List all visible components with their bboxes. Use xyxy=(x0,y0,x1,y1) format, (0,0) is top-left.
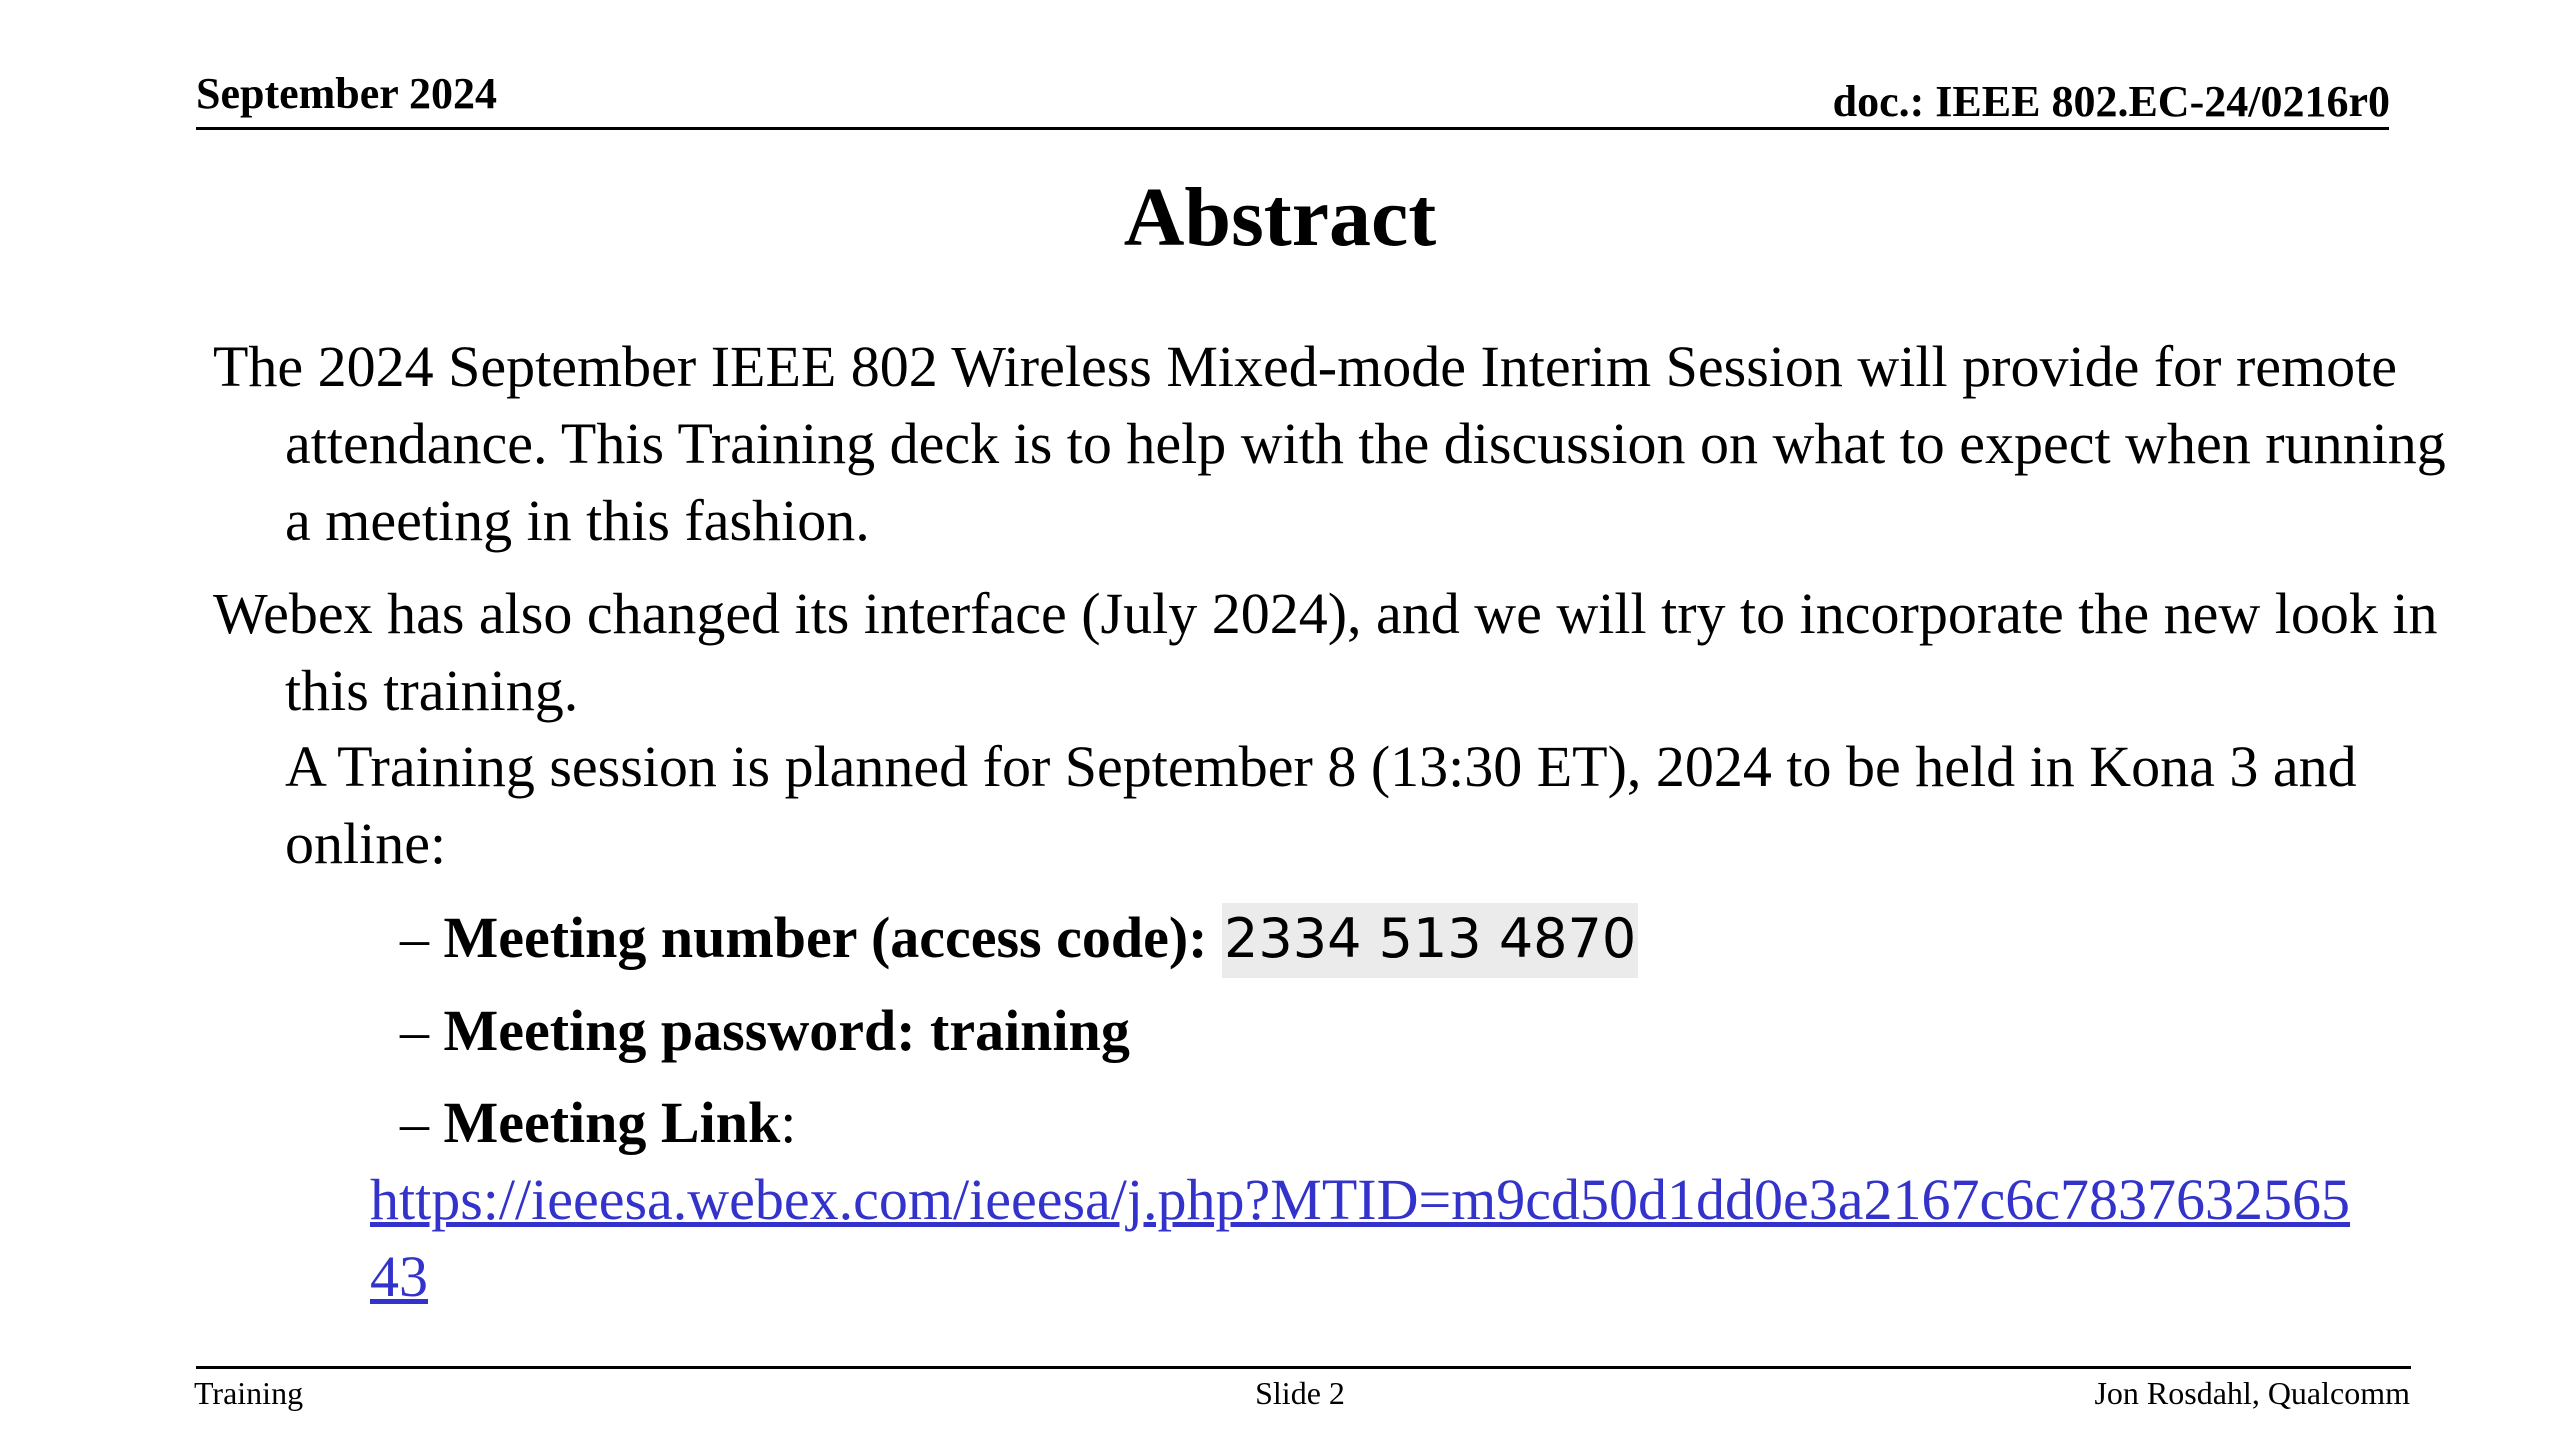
body-paragraph-1: The 2024 September IEEE 802 Wireless Mixed-mode Interim Session will provide for remote attendance. This Training deck is to help with the discussion on what to expect when running a meeting in this fashion. xyxy=(213,334,2446,553)
bullet-meeting-number xyxy=(400,899,1638,977)
footer-divider xyxy=(196,1366,2411,1369)
meeting-number-value: 2334 513 4870 xyxy=(1222,903,1638,978)
meeting-link[interactable]: https://ieeesa.webex.com/ieeesa/j.php?MTID=m9cd50d1dd0e3a2167c6c783763256543 xyxy=(370,1167,2351,1309)
bullet-meeting-link xyxy=(400,1084,796,1161)
footer-slide-number: Slide 2 xyxy=(1255,1375,1345,1411)
footer-left: Training xyxy=(194,1375,304,1411)
bullet-meeting-password xyxy=(400,992,1130,1069)
body-paragraph-2: Webex has also changed its interface (July 2024), and we will try to incorporate the new look in this training. xyxy=(213,581,2438,723)
slide-title: Abstract xyxy=(1123,171,1437,264)
footer-author: Jon Rosdahl, Qualcomm xyxy=(2094,1375,2410,1411)
header-doc-id: doc.: IEEE 802.EC-24/0216r0 xyxy=(1832,77,2390,126)
meeting-link-colon: : xyxy=(780,1090,797,1155)
meeting-link-label: Meeting Link xyxy=(443,1090,781,1155)
header-divider xyxy=(196,127,2389,130)
bullet-dash: – xyxy=(400,905,444,970)
meeting-password-label: Meeting password: training xyxy=(443,998,1130,1063)
bullet-dash: – xyxy=(400,998,444,1063)
body-paragraph-3: A Training session is planned for September 8 (13:30 ET), 2024 to be held in Kona 3 and online: xyxy=(285,734,2357,876)
meeting-number-label: Meeting number (access code): xyxy=(443,905,1222,970)
bullet-dash: – xyxy=(400,1090,444,1155)
header-date: September 2024 xyxy=(196,69,498,118)
